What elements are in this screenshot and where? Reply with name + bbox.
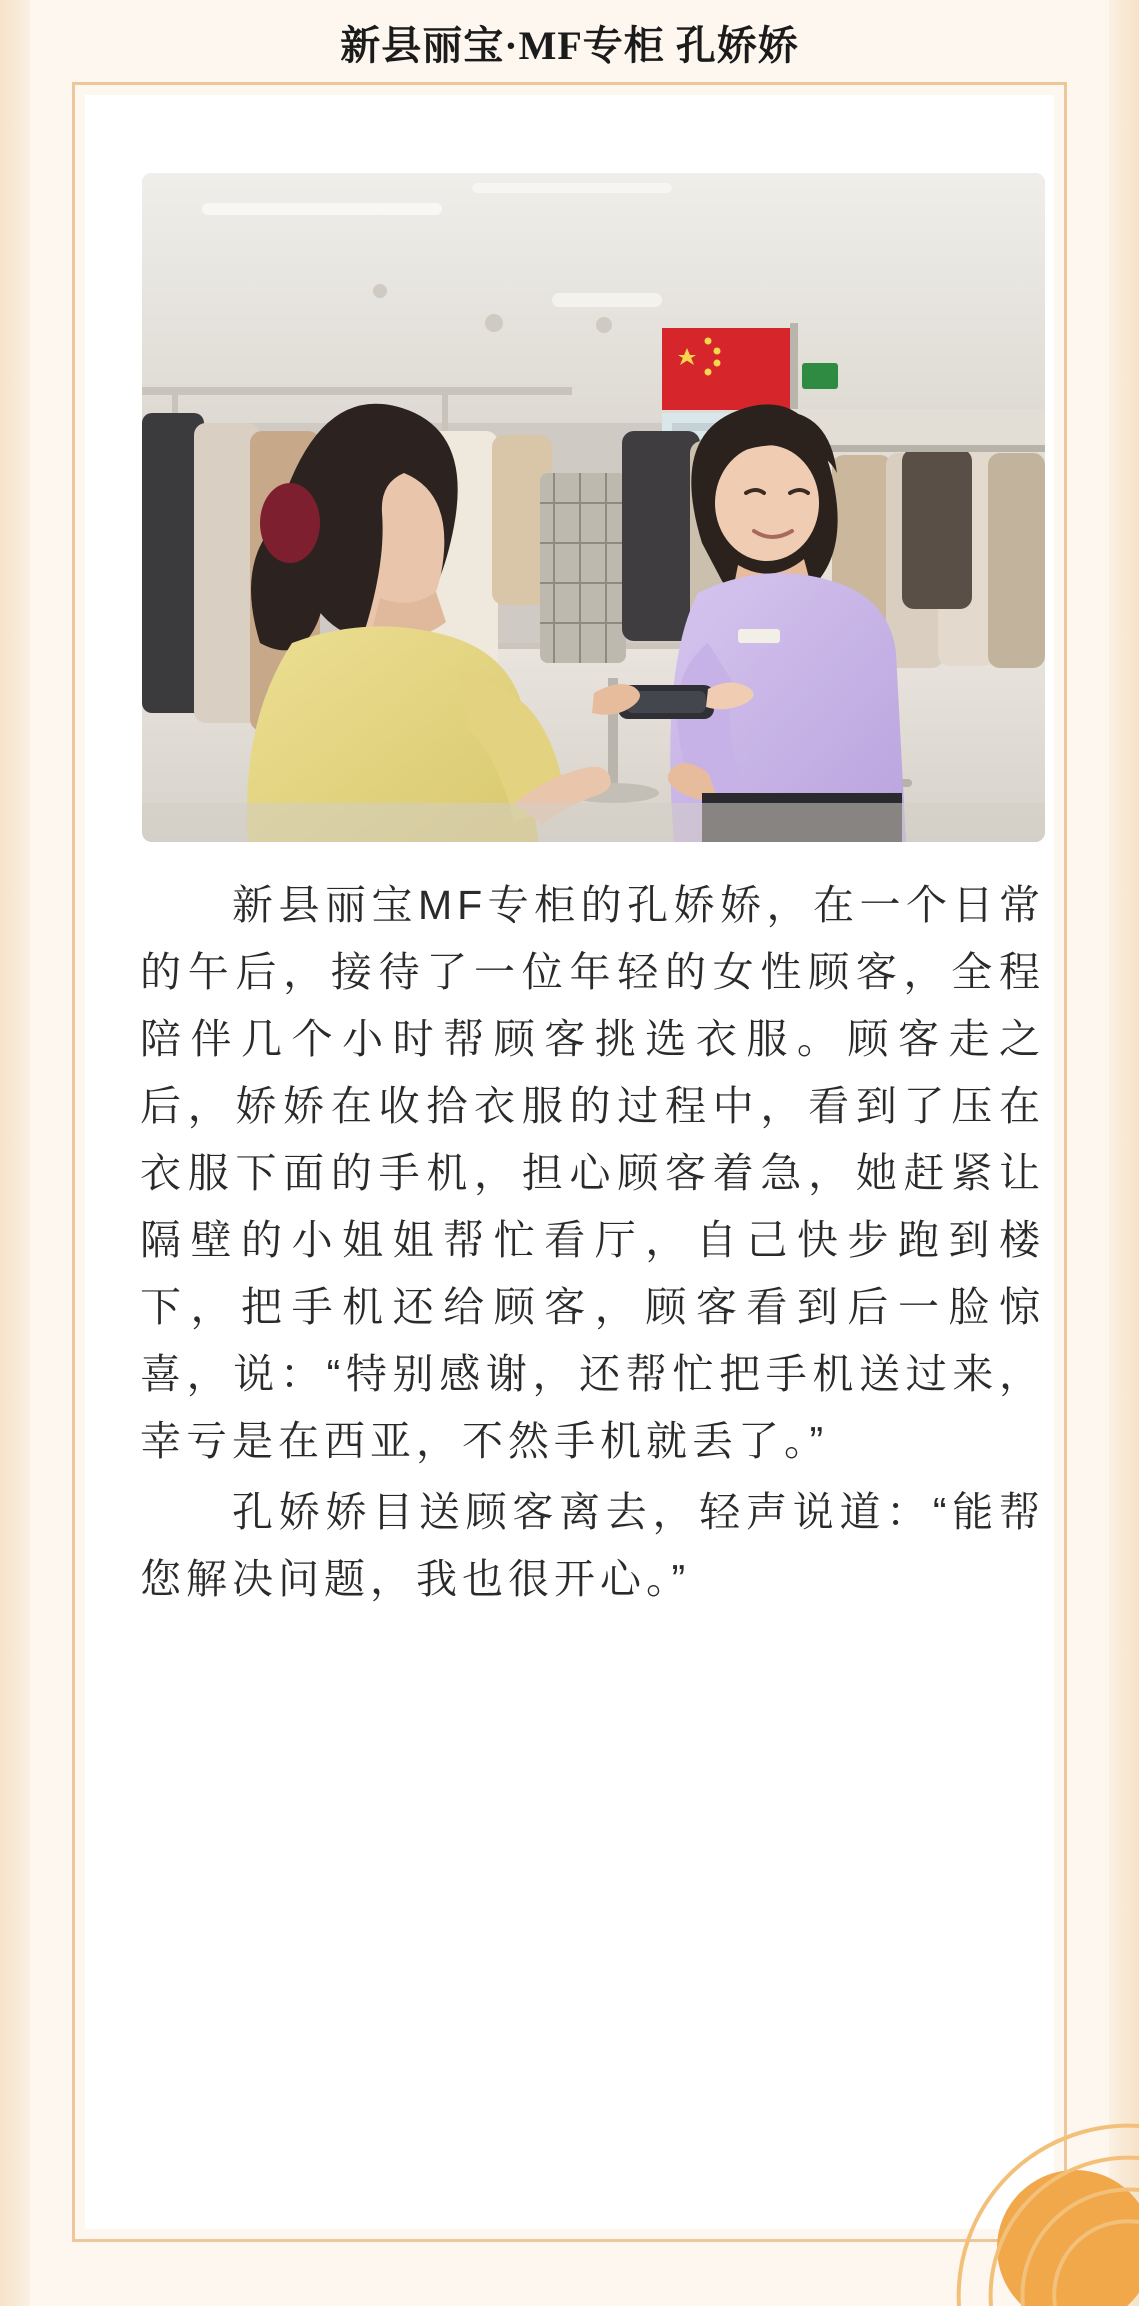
page-title: 新县丽宝·MF专柜 孔娇娇 bbox=[340, 23, 799, 68]
story-photo bbox=[142, 173, 1045, 842]
article-body bbox=[140, 872, 1045, 1617]
article-paragraph-1: 新县丽宝MF专柜的孔娇娇，在一个日常的午后，接待了一位年轻的女性顾客，全程陪伴几个小时帮顾客挑选衣服。顾客走之后，娇娇在收拾衣服的过程中，看到了压在衣服下面的手机，担心顾客着急，她赶紧让隔壁的小姐姐帮忙看厅，自己快步跑到楼下，把手机还给顾客，顾客看到后一脸惊喜，说：“特别感谢，还帮忙把手机送过来，幸亏是在西亚，不然手机就丢了。” bbox=[140, 882, 1045, 1464]
photo-illustration bbox=[142, 173, 1045, 842]
left-decorative-band bbox=[0, 0, 30, 2306]
article-paragraph-2: 孔娇娇目送顾客离去，轻声说道：“能帮您解决问题，我也很开心。” bbox=[140, 1489, 1045, 1602]
right-decorative-band bbox=[1109, 0, 1139, 2306]
